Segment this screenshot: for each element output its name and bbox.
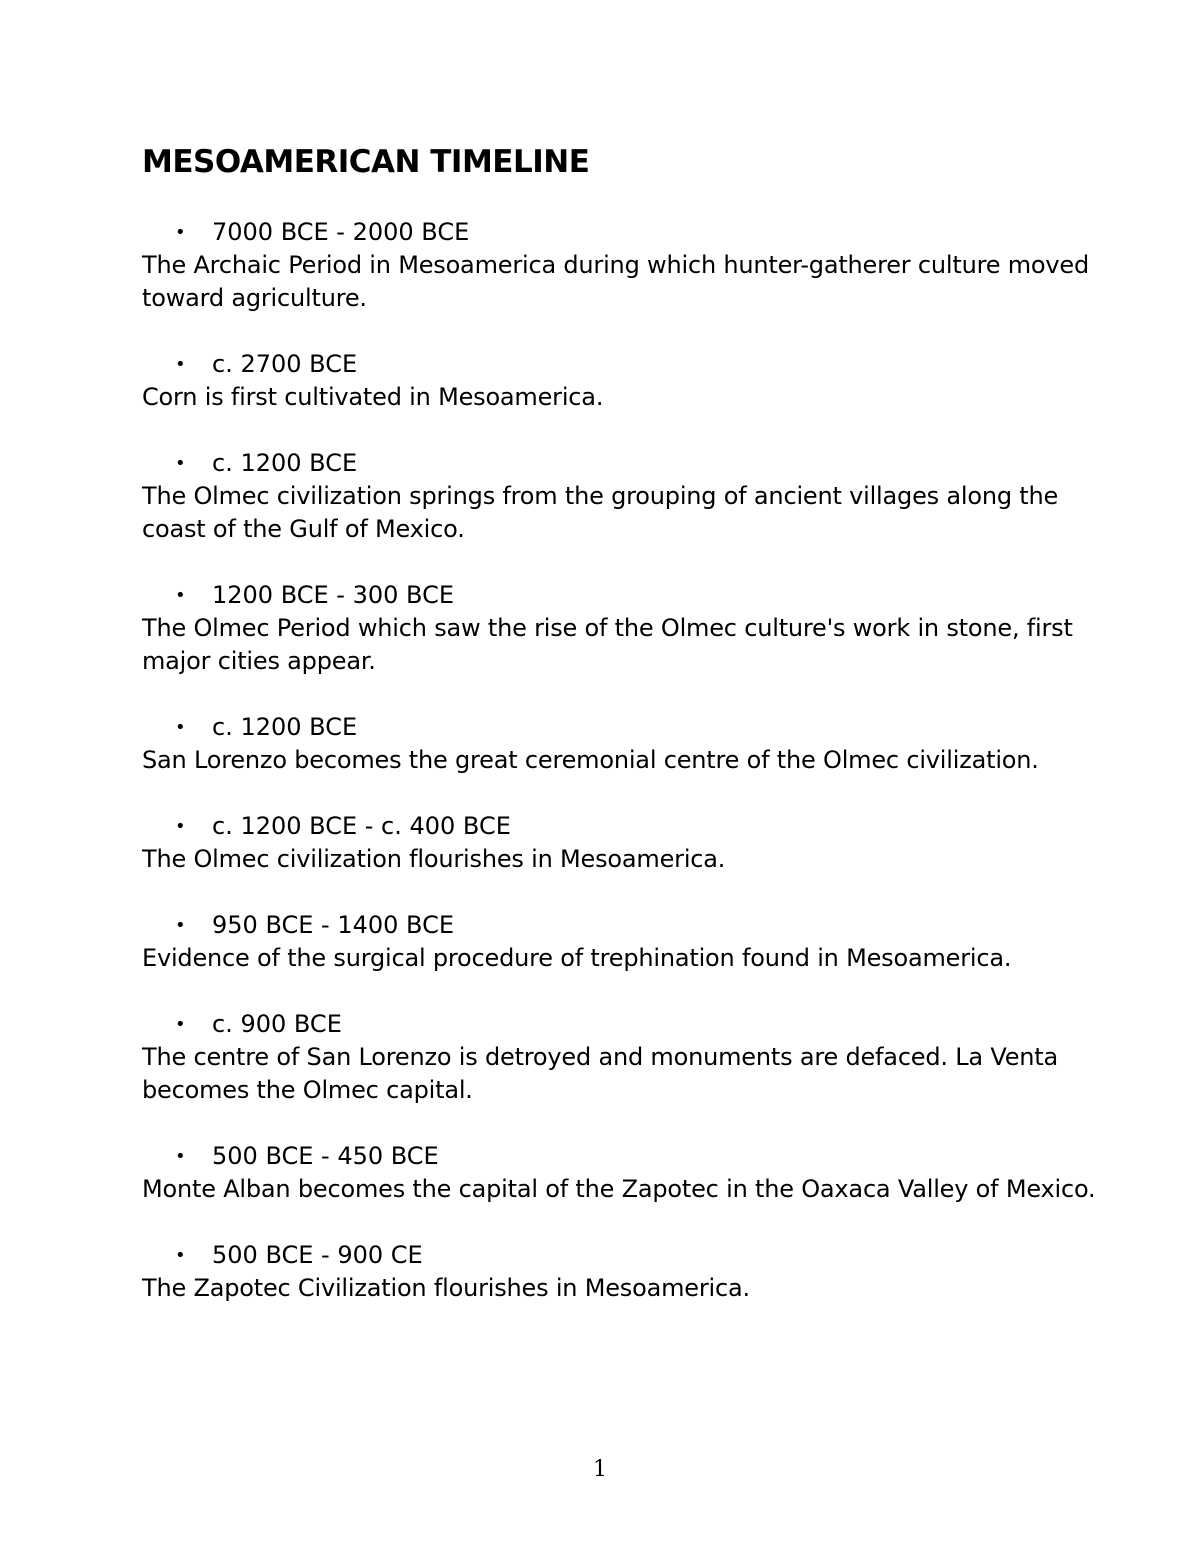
bullet-icon: • [175, 354, 186, 375]
timeline-entry-date-line [142, 447, 1102, 480]
timeline-entry [142, 909, 1102, 975]
timeline-entry-description: Evidence of the surgical procedure of trephination found in Mesoamerica. [142, 944, 1012, 972]
timeline-entry-date-line [142, 579, 1102, 612]
timeline-entry-date: c. 900 BCE [212, 1010, 342, 1038]
timeline-entry-date: c. 2700 BCE [212, 350, 358, 378]
timeline-entry [142, 711, 1102, 777]
bullet-icon: • [175, 585, 186, 606]
timeline-entry-date: 1200 BCE - 300 BCE [212, 581, 454, 609]
timeline-entry-date-line [142, 810, 1102, 843]
timeline-entry-date: c. 1200 BCE [212, 449, 358, 477]
timeline-list [142, 216, 1102, 1338]
timeline-entry-description: Corn is first cultivated in Mesoamerica. [142, 383, 604, 411]
timeline-entry-date: 500 BCE - 450 BCE [212, 1142, 439, 1170]
timeline-entry [142, 447, 1102, 546]
bullet-icon: • [175, 453, 186, 474]
timeline-entry-date-line [142, 711, 1102, 744]
timeline-entry-date-line [142, 1140, 1102, 1173]
bullet-icon: • [175, 816, 186, 837]
timeline-entry [142, 216, 1102, 315]
bullet-icon: • [175, 1014, 186, 1035]
page-number: 1 [593, 1457, 607, 1482]
timeline-entry [142, 1008, 1102, 1107]
timeline-entry [142, 1140, 1102, 1206]
bullet-icon: • [175, 222, 186, 243]
timeline-entry-date: c. 1200 BCE [212, 713, 358, 741]
timeline-entry-description: The Archaic Period in Mesoamerica during which hunter-gatherer culture moved toward agriculture. [142, 251, 1090, 312]
timeline-entry [142, 348, 1102, 414]
timeline-entry-description: San Lorenzo becomes the great ceremonial centre of the Olmec civilization. [142, 746, 1039, 774]
timeline-entry-description: The centre of San Lorenzo is detroyed and monuments are defaced. La Venta becomes the Olmec capital. [142, 1043, 1059, 1104]
bullet-icon: • [175, 1146, 186, 1167]
timeline-entry-date: c. 1200 BCE - c. 400 BCE [212, 812, 511, 840]
timeline-entry [142, 1239, 1102, 1305]
timeline-entry-description: The Olmec civilization springs from the grouping of ancient villages along the coast of the Gulf of Mexico. [142, 482, 1059, 543]
timeline-entry-description: The Olmec civilization flourishes in Mesoamerica. [142, 845, 726, 873]
bullet-icon: • [175, 915, 186, 936]
bullet-icon: • [175, 717, 186, 738]
timeline-entry [142, 810, 1102, 876]
timeline-entry-description: The Olmec Period which saw the rise of the Olmec culture's work in stone, first major cities appear. [142, 614, 1073, 675]
timeline-entry-date-line [142, 909, 1102, 942]
timeline-entry-date-line [142, 348, 1102, 381]
timeline-entry-description: The Zapotec Civilization flourishes in Mesoamerica. [142, 1274, 750, 1302]
timeline-entry [142, 579, 1102, 678]
bullet-icon: • [175, 1245, 186, 1266]
timeline-entry-date-line [142, 1008, 1102, 1041]
timeline-entry-date-line [142, 1239, 1102, 1272]
timeline-entry-description: Monte Alban becomes the capital of the Zapotec in the Oaxaca Valley of Mexico. [142, 1175, 1096, 1203]
timeline-entry-date-line [142, 216, 1102, 249]
timeline-entry-date: 7000 BCE - 2000 BCE [212, 218, 470, 246]
document-title: MESOAMERICAN TIMELINE [142, 144, 590, 180]
timeline-entry-date: 950 BCE - 1400 BCE [212, 911, 454, 939]
timeline-entry-date: 500 BCE - 900 CE [212, 1241, 423, 1269]
